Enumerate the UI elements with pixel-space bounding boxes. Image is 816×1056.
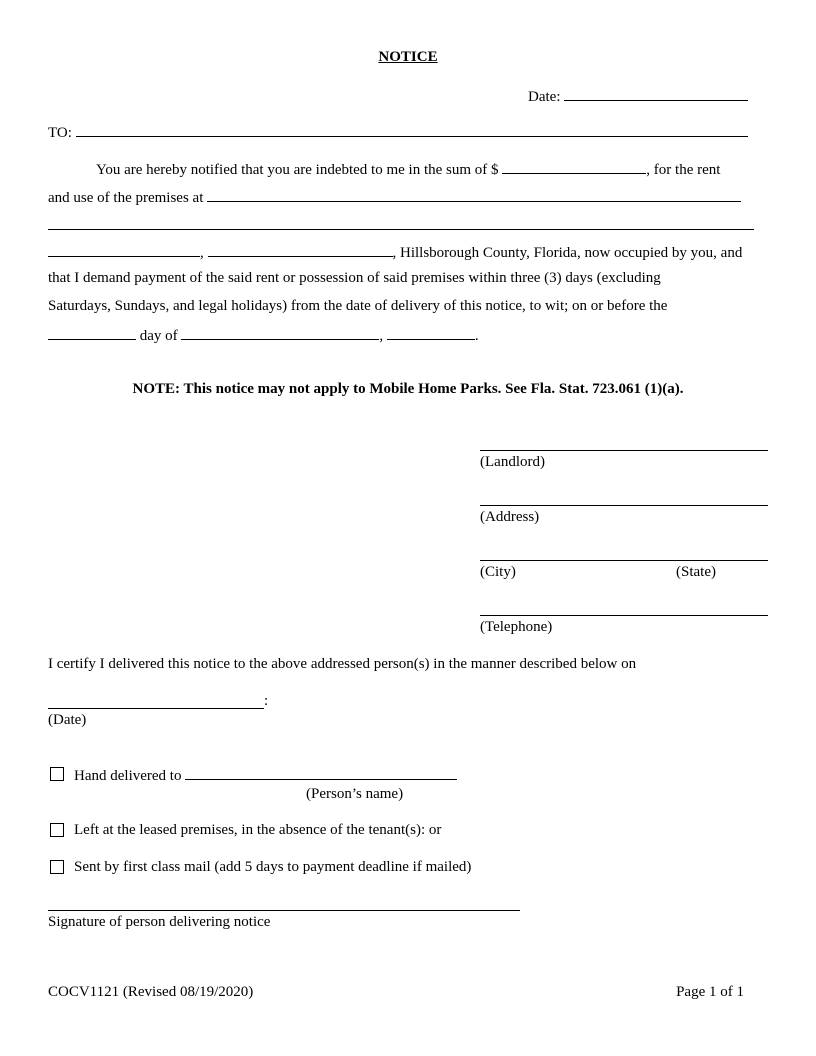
year-blank[interactable] bbox=[387, 325, 475, 340]
body-line-2-start: and use of the premises at bbox=[48, 190, 204, 206]
delivery-date-colon: : bbox=[264, 693, 269, 709]
address-line[interactable] bbox=[480, 505, 768, 506]
to-blank[interactable] bbox=[76, 122, 748, 137]
document-title: NOTICE bbox=[378, 49, 438, 65]
to-line bbox=[48, 122, 748, 142]
landlord-label: (Landlord) bbox=[480, 454, 545, 470]
delivery-date-label: (Date) bbox=[48, 712, 87, 728]
zip-blank[interactable] bbox=[208, 242, 393, 257]
telephone-line[interactable] bbox=[480, 615, 768, 616]
delivery-date-line[interactable] bbox=[48, 708, 264, 709]
body-line-1-start: You are hereby notified that you are indebted to me in the sum of $ bbox=[96, 162, 499, 178]
hand-delivered-label: Hand delivered to bbox=[74, 768, 182, 784]
date-label: Date: bbox=[528, 89, 561, 105]
body-line-1 bbox=[96, 159, 720, 179]
left-at-premises-label: Left at the leased premises, in the absence of the tenant(s): or bbox=[74, 822, 442, 838]
body-line-7 bbox=[48, 325, 479, 345]
body-line-2 bbox=[48, 187, 741, 207]
body-line-4-comma: , bbox=[200, 245, 204, 261]
body-line-6: Saturdays, Sundays, and legal holidays) from the date of delivery of this notice, to wit; on or before the bbox=[48, 298, 668, 314]
telephone-label: (Telephone) bbox=[480, 619, 553, 635]
city-state-line[interactable] bbox=[480, 560, 768, 561]
body-line-7-end: . bbox=[474, 328, 479, 344]
body-line-5: that I demand payment of the said rent or possession of said premises within three (3) days (excluding bbox=[48, 270, 661, 286]
city-label: (City) bbox=[480, 564, 516, 580]
body-line-4 bbox=[48, 242, 742, 262]
persons-name-blank[interactable] bbox=[185, 765, 457, 780]
body-line-7-day-of: day of bbox=[139, 328, 178, 344]
delivery-signature-line[interactable] bbox=[48, 910, 520, 911]
left-at-premises-checkbox[interactable] bbox=[50, 823, 64, 837]
date-blank[interactable] bbox=[564, 86, 748, 101]
hand-delivered-checkbox[interactable] bbox=[50, 767, 64, 781]
persons-name-label: (Person’s name) bbox=[306, 786, 404, 802]
address-label: (Address) bbox=[480, 509, 540, 525]
mobile-home-note: NOTE: This notice may not apply to Mobile Home Parks. See Fla. Stat. 723.061 (1)(a). bbox=[132, 381, 684, 397]
body-line-7-comma: , bbox=[379, 328, 384, 344]
sum-blank[interactable] bbox=[502, 159, 646, 174]
hand-delivered-row bbox=[74, 765, 457, 785]
signature-label: Signature of person delivering notice bbox=[48, 914, 271, 930]
day-blank[interactable] bbox=[48, 325, 136, 340]
premises-blank[interactable] bbox=[207, 187, 741, 202]
certify-statement: I certify I delivered this notice to the above addressed person(s) in the manner described below on bbox=[48, 656, 637, 672]
to-label: TO: bbox=[48, 125, 72, 141]
body-line-1-end: , for the rent bbox=[646, 162, 721, 178]
state-label: (State) bbox=[676, 564, 716, 580]
month-blank[interactable] bbox=[181, 325, 379, 340]
sent-by-mail-label: Sent by first class mail (add 5 days to payment deadline if mailed) bbox=[74, 859, 472, 875]
page-number: Page 1 of 1 bbox=[676, 984, 744, 1000]
landlord-signature-line[interactable] bbox=[480, 450, 768, 451]
date-line bbox=[528, 86, 748, 106]
form-id: COCV1121 (Revised 08/19/2020) bbox=[48, 984, 254, 1000]
body-line-4-end: , Hillsborough County, Florida, now occupied by you, and bbox=[392, 245, 743, 261]
city-blank[interactable] bbox=[48, 242, 200, 257]
sent-by-mail-checkbox[interactable] bbox=[50, 860, 64, 874]
premises-blank-continued[interactable] bbox=[48, 229, 754, 230]
